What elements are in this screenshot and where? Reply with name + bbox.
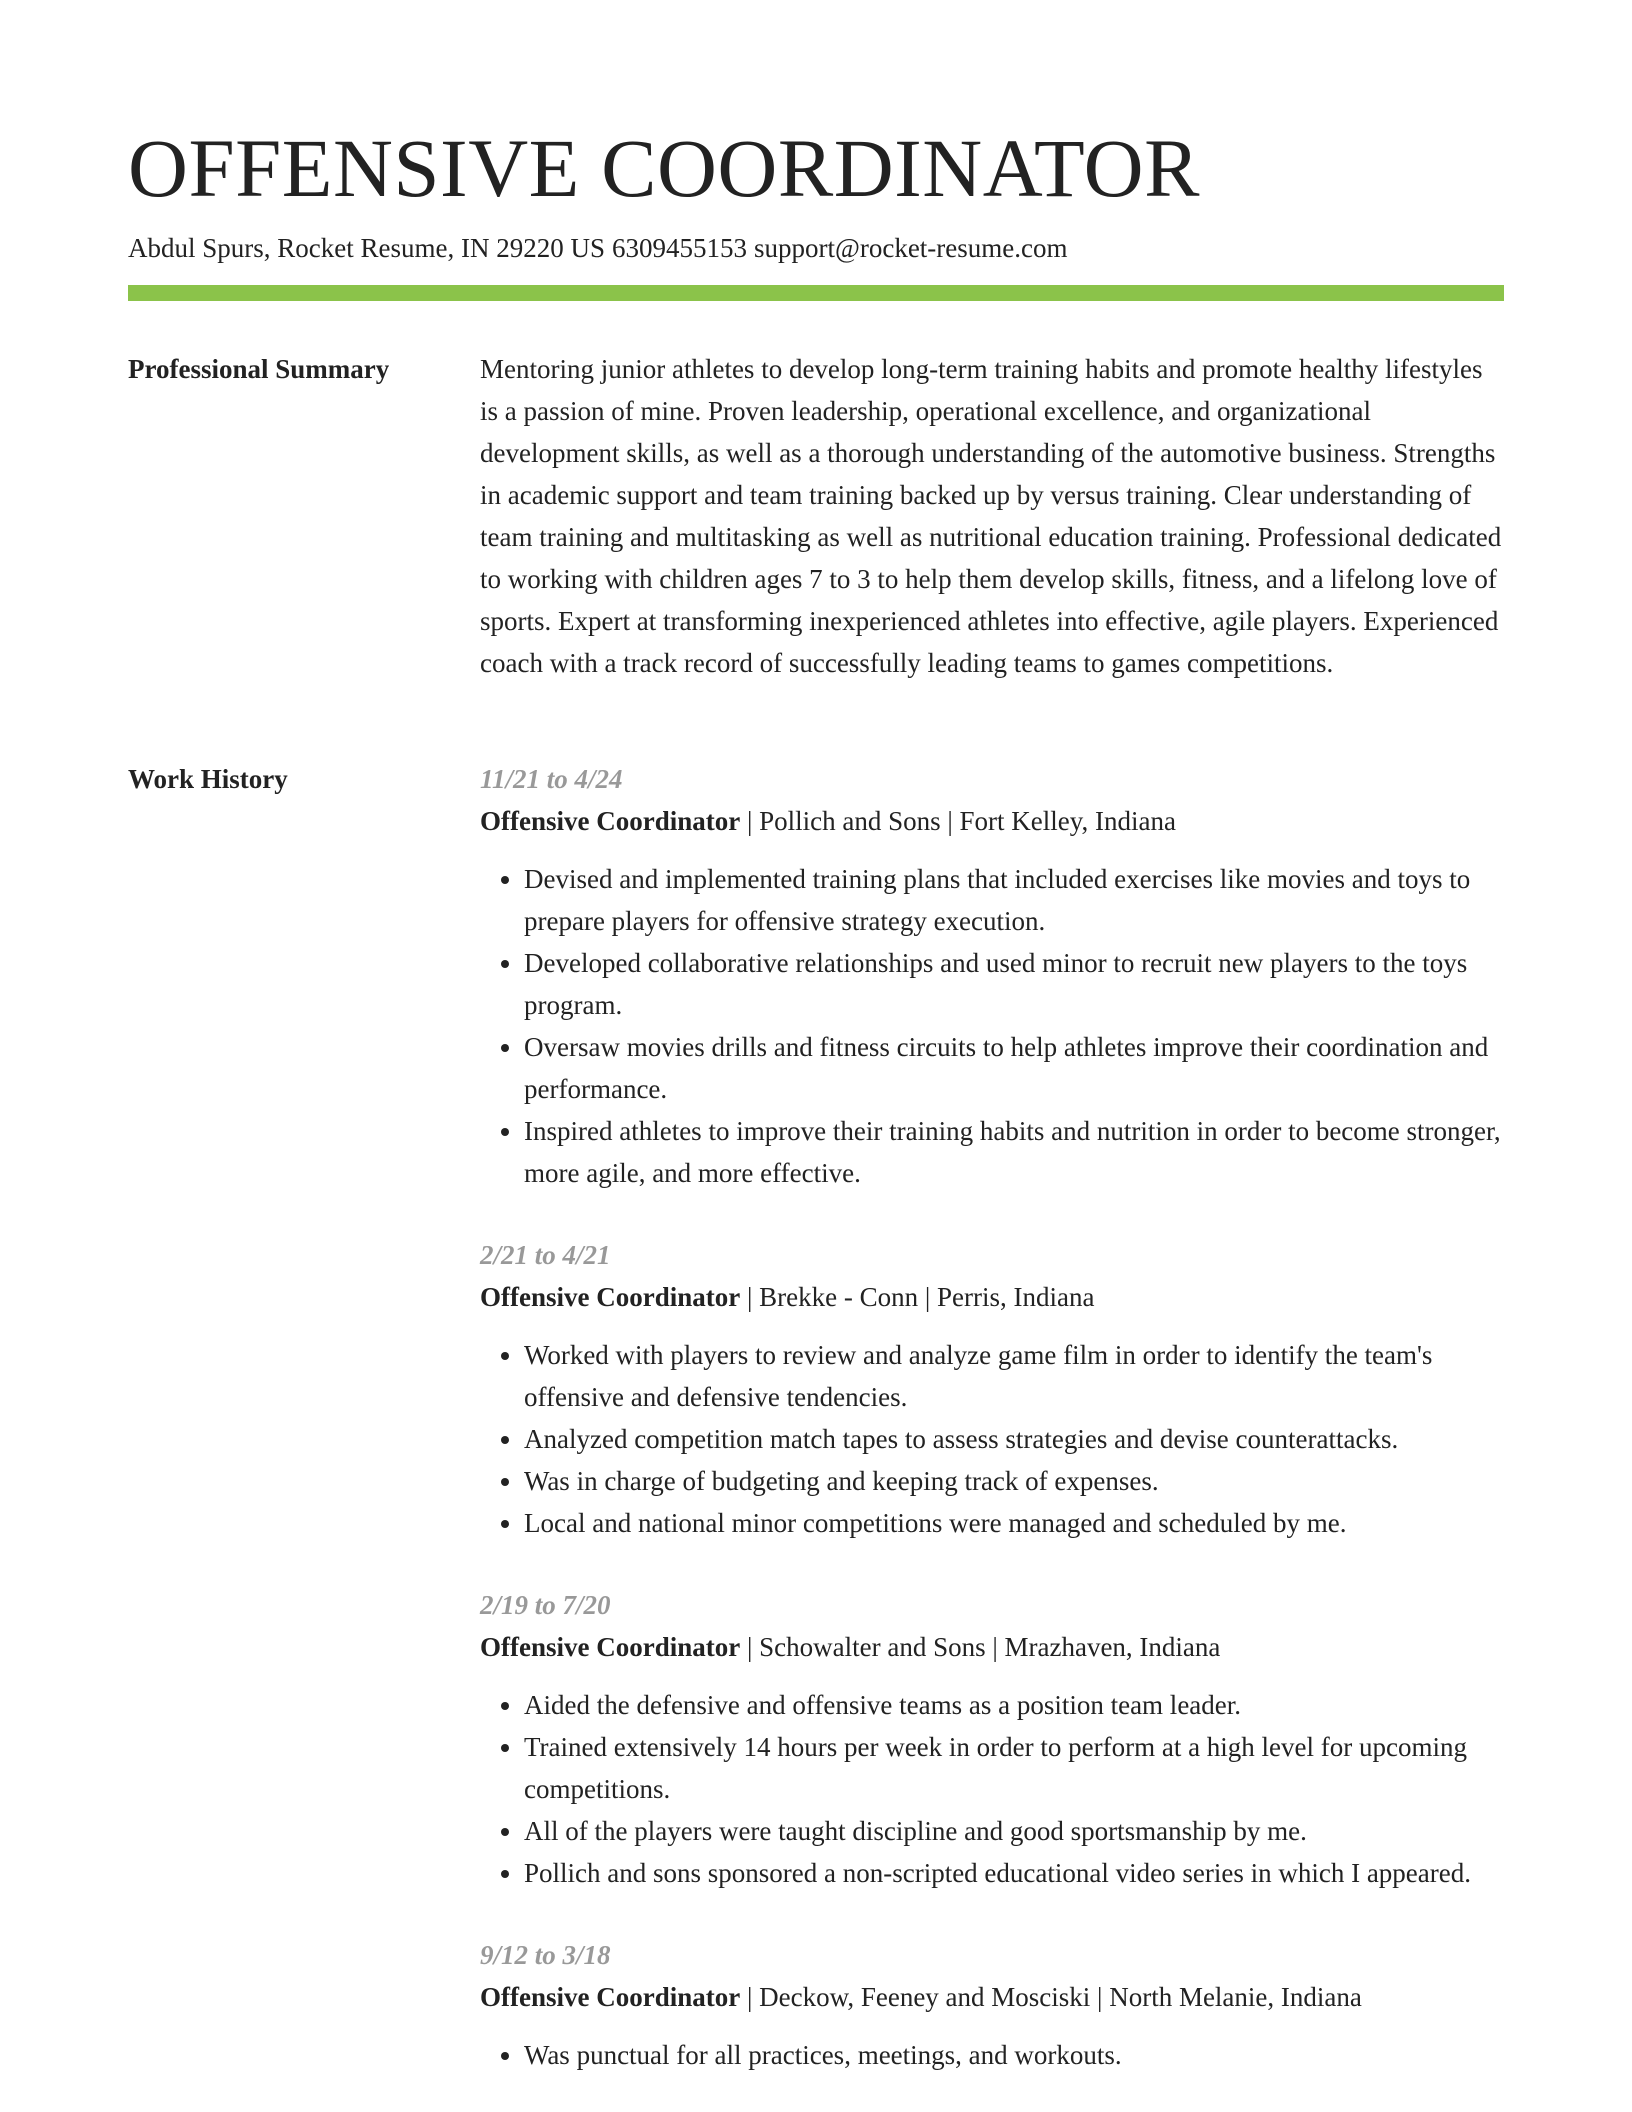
job-bullet: • Analyzed competition match tapes to assess strategies and devise counterattacks. — [524, 1418, 1504, 1460]
job-bullet: • Oversaw movies drills and fitness circuits to help athletes improve their coordination and performance. — [524, 1026, 1504, 1110]
job-title-line — [480, 1976, 1504, 2018]
job-bullet: • All of the players were taught discipline and good sportsmanship by me. — [524, 1810, 1504, 1852]
job-bullet-list — [480, 1334, 1504, 1544]
contact-address: Abdul Spurs, Rocket Resume, IN 29220 US — [128, 233, 605, 263]
contact-email: support@rocket-resume.com — [753, 233, 1068, 263]
job-bullet: • Aided the defensive and offensive teams as a position team leader. — [524, 1684, 1504, 1726]
job-title-line — [480, 1626, 1504, 1668]
summary-label: Professional Summary — [128, 354, 390, 384]
work-history-label: Work History — [128, 764, 288, 794]
work-history-body — [480, 758, 1504, 2112]
job-bullet: • Local and national minor competitions were managed and scheduled by me. — [524, 1502, 1504, 1544]
job-title: Offensive Coordinator — [480, 1632, 741, 1662]
job-title: Offensive Coordinator — [480, 1282, 741, 1312]
contact-line — [128, 230, 1068, 266]
job-company-location: | Brekke - Conn | Perris, Indiana — [746, 1282, 1095, 1312]
job-dates: 11/21 to 4/24 — [480, 764, 623, 794]
job-bullet: • Was punctual for all practices, meetings, and workouts. — [524, 2034, 1504, 2076]
job-bullet: • Developed collaborative relationships and used minor to recruit new players to the toys program. — [524, 942, 1504, 1026]
job-entry — [480, 1934, 1504, 2076]
job-title: Offensive Coordinator — [480, 806, 741, 836]
job-entry — [480, 1584, 1504, 1894]
job-bullet: • Inspired athletes to improve their training habits and nutrition in order to become stronger, more agile, and more effective. — [524, 1110, 1504, 1194]
contact-phone: 6309455153 — [611, 233, 747, 263]
resume-page — [128, 0, 1504, 2112]
job-dates: 9/12 to 3/18 — [480, 1940, 611, 1970]
job-bullet: • Pollich and sons sponsored a non-scripted educational video series in which I appeared. — [524, 1852, 1504, 1894]
job-bullet-list — [480, 858, 1504, 1194]
job-title-line — [480, 800, 1504, 842]
job-company-location: | Schowalter and Sons | Mrazhaven, Indiana — [746, 1632, 1221, 1662]
job-title-line — [480, 1276, 1504, 1318]
job-bullet: • Trained extensively 14 hours per week in order to perform at a high level for upcoming competitions. — [524, 1726, 1504, 1810]
job-entry — [480, 758, 1504, 1194]
job-company-location: | Pollich and Sons | Fort Kelley, Indiana — [746, 806, 1176, 836]
job-entry — [480, 1234, 1504, 1544]
job-bullet-list — [480, 1684, 1504, 1894]
job-dates: 2/21 to 4/21 — [480, 1240, 611, 1270]
summary-body — [480, 348, 1504, 684]
job-bullet-list — [480, 2034, 1504, 2076]
summary-text: Mentoring junior athletes to develop long-term training habits and promote healthy lifestyles is a passion of mine. Proven leadership, operational excellence, and organizational development skills, as well as a thorough understanding of the automotive business. Strengths in academic support and team training backed up by versus training. Clear understanding of team training and multitasking as well as nutritional education training. Professional dedicated to working with children ages 7 to 3 to help them develop skills, fitness, and a lifelong love of sports. Expert at transforming inexperienced athletes into effective, agile players. Experienced coach with a track record of successfully leading teams to games competitions. — [480, 354, 1502, 678]
job-bullet: • Worked with players to review and analyze game film in order to identify the team's offensive and defensive tendencies. — [524, 1334, 1504, 1418]
job-bullet: • Was in charge of budgeting and keeping track of expenses. — [524, 1460, 1504, 1502]
job-company-location: | Deckow, Feeney and Mosciski | North Melanie, Indiana — [746, 1982, 1362, 2012]
job-bullet: • Devised and implemented training plans that included exercises like movies and toys to prepare players for offensive strategy execution. — [524, 858, 1504, 942]
accent-divider — [128, 285, 1504, 301]
job-dates: 2/19 to 7/20 — [480, 1590, 611, 1620]
resume-name-heading: OFFENSIVE COORDINATOR — [128, 122, 1200, 214]
job-title: Offensive Coordinator — [480, 1982, 741, 2012]
